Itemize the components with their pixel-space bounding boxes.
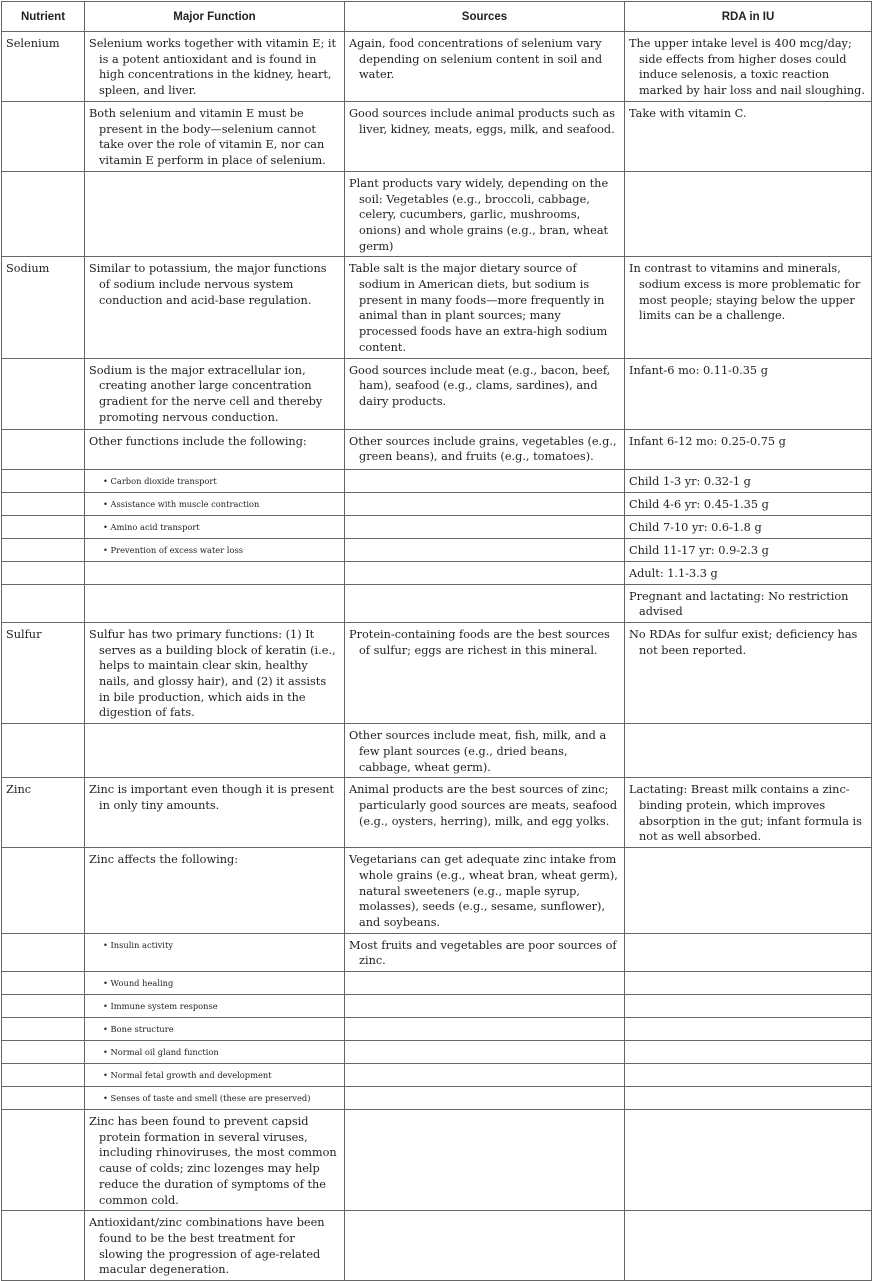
function-cell: Other functions include the following:	[85, 429, 345, 469]
nutrient-cell	[2, 561, 85, 584]
function-cell: • Normal fetal growth and development	[85, 1064, 345, 1087]
rda-cell: Child 7-10 yr: 0.6-1.8 g	[625, 515, 872, 538]
table-row	[2, 515, 872, 538]
function-cell	[85, 561, 345, 584]
nutrient-cell: Zinc	[2, 778, 85, 848]
sources-cell	[345, 515, 625, 538]
nutrient-cell	[2, 995, 85, 1018]
table-row	[2, 1018, 872, 1041]
nutrient-cell	[2, 469, 85, 492]
nutrient-cell: Sulfur	[2, 622, 85, 723]
table-row	[2, 1211, 872, 1281]
sources-cell	[345, 1110, 625, 1211]
sources-cell: Most fruits and vegetables are poor sources of zinc.	[345, 933, 625, 971]
sources-cell	[345, 1018, 625, 1041]
function-cell: • Assistance with muscle contraction	[85, 492, 345, 515]
sources-cell	[345, 1041, 625, 1064]
nutrient-cell: Sodium	[2, 257, 85, 358]
rda-cell	[625, 1087, 872, 1110]
rda-cell: Infant 6-12 mo: 0.25-0.75 g	[625, 429, 872, 469]
nutrient-cell	[2, 1018, 85, 1041]
table-row	[2, 1087, 872, 1110]
table-row	[2, 622, 872, 723]
table-row	[2, 1041, 872, 1064]
rda-cell: No RDAs for sulfur exist; deficiency has not been reported.	[625, 622, 872, 723]
function-cell: Zinc affects the following:	[85, 848, 345, 934]
function-cell: • Prevention of excess water loss	[85, 538, 345, 561]
nutrient-cell	[2, 848, 85, 934]
table-row	[2, 257, 872, 358]
nutrient-cell	[2, 584, 85, 622]
nutrient-cell	[2, 538, 85, 561]
function-cell: • Carbon dioxide transport	[85, 469, 345, 492]
sources-cell: Good sources include meat (e.g., bacon, beef, ham), seafood (e.g., clams, sardines), and dairy products.	[345, 358, 625, 429]
header-rda: RDA in IU	[625, 2, 872, 32]
function-cell: • Bone structure	[85, 1018, 345, 1041]
function-cell: Zinc is important even though it is present in only tiny amounts.	[85, 778, 345, 848]
table-row	[2, 429, 872, 469]
sources-cell	[345, 1087, 625, 1110]
function-cell	[85, 171, 345, 257]
function-cell	[85, 584, 345, 622]
nutrient-cell	[2, 1087, 85, 1110]
rda-cell	[625, 848, 872, 934]
sources-cell	[345, 972, 625, 995]
rda-cell	[625, 1211, 872, 1281]
sources-cell: Table salt is the major dietary source of sodium in American diets, but sodium is present in many foods—more frequently in animal than in plant sources; many processed foods have an extra-high sodium content.	[345, 257, 625, 358]
table-row	[2, 358, 872, 429]
table-row	[2, 32, 872, 102]
table-row	[2, 848, 872, 934]
rda-cell	[625, 995, 872, 1018]
table-row	[2, 1064, 872, 1087]
rda-cell	[625, 1041, 872, 1064]
rda-cell	[625, 1064, 872, 1087]
function-cell: • Wound healing	[85, 972, 345, 995]
header-major-function: Major Function	[85, 2, 345, 32]
table-row	[2, 584, 872, 622]
rda-cell	[625, 1018, 872, 1041]
table-row	[2, 469, 872, 492]
function-cell: Sulfur has two primary functions: (1) It serves as a building block of keratin (i.e., helps to maintain clear skin, healthy nails, and glossy hair), and (2) it assists in bile production, which aids in the digestion of fats.	[85, 622, 345, 723]
table-row	[2, 972, 872, 995]
function-cell: Selenium works together with vitamin E; it is a potent antioxidant and is found in high concentrations in the kidney, heart, spleen, and liver.	[85, 32, 345, 102]
table-row	[2, 778, 872, 848]
rda-cell: Child 1-3 yr: 0.32-1 g	[625, 469, 872, 492]
sources-cell	[345, 1064, 625, 1087]
rda-cell: Take with vitamin C.	[625, 102, 872, 172]
nutrient-cell	[2, 1064, 85, 1087]
nutrient-cell	[2, 1041, 85, 1064]
function-cell: • Normal oil gland function	[85, 1041, 345, 1064]
nutrient-table	[1, 1, 872, 1281]
table-row	[2, 561, 872, 584]
nutrient-cell	[2, 102, 85, 172]
table-row	[2, 724, 872, 778]
table-row	[2, 102, 872, 172]
rda-cell: Lactating: Breast milk contains a zinc-binding protein, which improves absorption in the gut; infant formula is not as well absorbed.	[625, 778, 872, 848]
function-cell	[85, 724, 345, 778]
function-cell: Sodium is the major extracellular ion, creating another large concentration gradient for the nerve cell and thereby promoting nervous conduction.	[85, 358, 345, 429]
sources-cell	[345, 561, 625, 584]
header-row	[2, 2, 872, 32]
sources-cell: Again, food concentrations of selenium vary depending on selenium content in soil and water.	[345, 32, 625, 102]
nutrient-cell	[2, 358, 85, 429]
function-cell: • Senses of taste and smell (these are preserved)	[85, 1087, 345, 1110]
nutrient-cell	[2, 515, 85, 538]
function-cell: Zinc has been found to prevent capsid protein formation in several viruses, including rhinoviruses, the most common cause of colds; zinc lozenges may help reduce the duration of symptoms of the common cold.	[85, 1110, 345, 1211]
nutrient-cell	[2, 492, 85, 515]
table-body	[2, 32, 872, 1281]
nutrient-cell	[2, 1110, 85, 1211]
sources-cell: Protein-containing foods are the best sources of sulfur; eggs are richest in this mineral.	[345, 622, 625, 723]
table-row	[2, 995, 872, 1018]
table-row	[2, 538, 872, 561]
rda-cell	[625, 933, 872, 971]
nutrient-cell	[2, 724, 85, 778]
sources-cell	[345, 538, 625, 561]
rda-cell: In contrast to vitamins and minerals, sodium excess is more problematic for most people; staying below the upper limits can be a challenge.	[625, 257, 872, 358]
sources-cell: Animal products are the best sources of zinc; particularly good sources are meats, seafood (e.g., oysters, herring), milk, and egg yolks.	[345, 778, 625, 848]
function-cell: • Immune system response	[85, 995, 345, 1018]
function-cell: • Insulin activity	[85, 933, 345, 971]
sources-cell	[345, 995, 625, 1018]
rda-cell	[625, 972, 872, 995]
nutrient-cell: Selenium	[2, 32, 85, 102]
rda-cell: Infant-6 mo: 0.11-0.35 g	[625, 358, 872, 429]
sources-cell: Other sources include meat, fish, milk, and a few plant sources (e.g., dried beans, cabbage, wheat germ).	[345, 724, 625, 778]
sources-cell	[345, 1211, 625, 1281]
sources-cell: Other sources include grains, vegetables (e.g., green beans), and fruits (e.g., tomatoes).	[345, 429, 625, 469]
rda-cell: The upper intake level is 400 mcg/day; side effects from higher doses could induce selenosis, a toxic reaction marked by hair loss and nail sloughing.	[625, 32, 872, 102]
table-row	[2, 933, 872, 971]
table-row	[2, 492, 872, 515]
rda-cell: Child 11-17 yr: 0.9-2.3 g	[625, 538, 872, 561]
sources-cell	[345, 492, 625, 515]
function-cell: Antioxidant/zinc combinations have been found to be the best treatment for slowing the progression of age-related macular degeneration.	[85, 1211, 345, 1281]
header-sources: Sources	[345, 2, 625, 32]
sources-cell: Vegetarians can get adequate zinc intake from whole grains (e.g., wheat bran, wheat germ), natural sweeteners (e.g., maple syrup, molasses), seeds (e.g., sesame, sunflower), and soybeans.	[345, 848, 625, 934]
function-cell: Both selenium and vitamin E must be present in the body—selenium cannot take over the role of vitamin E, nor can vitamin E perform in place of selenium.	[85, 102, 345, 172]
sources-cell	[345, 469, 625, 492]
rda-cell: Adult: 1.1-3.3 g	[625, 561, 872, 584]
nutrient-cell	[2, 429, 85, 469]
nutrient-cell	[2, 933, 85, 971]
table-row	[2, 171, 872, 257]
sources-cell: Plant products vary widely, depending on the soil: Vegetables (e.g., broccoli, cabbage, celery, cucumbers, garlic, mushrooms, onions) and whole grains (e.g., bran, wheat germ)	[345, 171, 625, 257]
sources-cell	[345, 584, 625, 622]
rda-cell	[625, 1110, 872, 1211]
header-nutrient: Nutrient	[2, 2, 85, 32]
function-cell: Similar to potassium, the major functions of sodium include nervous system conduction and acid-base regulation.	[85, 257, 345, 358]
function-cell: • Amino acid transport	[85, 515, 345, 538]
rda-cell	[625, 724, 872, 778]
table-row	[2, 1110, 872, 1211]
rda-cell	[625, 171, 872, 257]
nutrient-cell	[2, 171, 85, 257]
nutrient-cell	[2, 1211, 85, 1281]
sources-cell: Good sources include animal products such as liver, kidney, meats, eggs, milk, and seafood.	[345, 102, 625, 172]
nutrient-cell	[2, 972, 85, 995]
rda-cell: Child 4-6 yr: 0.45-1.35 g	[625, 492, 872, 515]
rda-cell: Pregnant and lactating: No restriction advised	[625, 584, 872, 622]
